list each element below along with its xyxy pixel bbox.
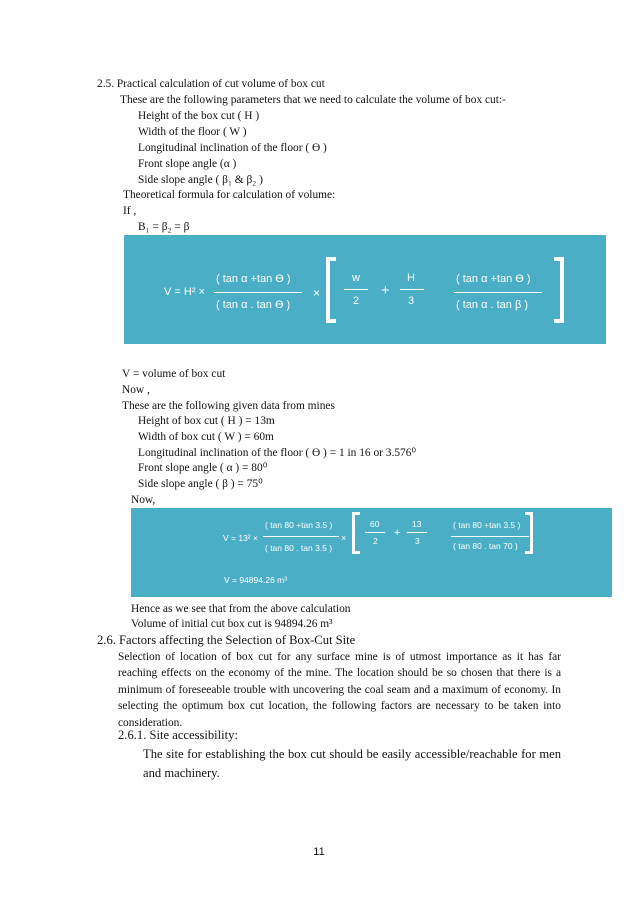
fraction-bar (451, 536, 529, 537)
formula-box-general (124, 235, 606, 344)
right-bracket (554, 257, 564, 323)
page-number: 11 (313, 846, 325, 858)
sixty-term: 60 (370, 519, 380, 529)
formula-denominator: ( tan α . tan β ) (456, 299, 528, 311)
section-2-5-heading: 2.5. Practical calculation of cut volume of box cut (97, 78, 325, 90)
beta-equation: B₁ = β₂ = β (138, 221, 190, 233)
three-term: 3 (415, 536, 420, 546)
given-item: Longitudinal inclination of the floor ( Ө ) = 1 in 16 or 3.576⁰ (138, 447, 416, 459)
now-label: Now, (131, 494, 156, 506)
v-definition: V = volume of box cut (122, 368, 226, 380)
fraction-bar (344, 289, 368, 290)
formula-numerator: ( tan 80 +tan 3.5 ) (265, 520, 333, 530)
given-item: Side slope angle ( β ) = 75⁰ (138, 478, 263, 490)
times-sign: × (341, 533, 347, 543)
fraction-bar (454, 292, 542, 293)
left-bracket (326, 257, 336, 323)
param-item: Height of the box cut ( H ) (138, 110, 260, 122)
formula-v-term: V = H² × (164, 286, 205, 298)
now-label: Now , (122, 384, 150, 396)
plus-sign: + (381, 282, 390, 299)
param-item: Longitudinal inclination of the floor ( Ө ) (138, 142, 327, 154)
given-item: Height of box cut ( H ) = 13m (138, 415, 275, 427)
fraction-bar (400, 289, 424, 290)
formula-denominator: ( tan α . tan Ө ) (216, 299, 291, 311)
conclusion-volume: Volume of initial cut box cut is 94894.26 m³ (131, 618, 333, 630)
formula-denominator: ( tan 80 . tan 70 ) (453, 541, 518, 551)
fraction-bar (365, 532, 385, 533)
formula-result: V = 94894.26 m³ (224, 575, 288, 585)
given-intro: These are the following given data from mines (122, 400, 335, 412)
h-term: H (407, 272, 415, 284)
section-2-6-heading: 2.6. Factors affecting the Selection of Box-Cut Site (97, 633, 356, 647)
section-2-6-1-paragraph: The site for establishing the box cut should be easily accessible/reachable for men and machinery. (143, 747, 561, 780)
formula-v-term: V = 13² × (223, 533, 258, 543)
formula-numerator: ( tan α +tan Ө ) (456, 273, 531, 285)
right-bracket (525, 512, 533, 554)
param-item: Width of the floor ( W ) (138, 126, 247, 138)
plus-sign: + (394, 527, 401, 539)
section-2-6-paragraph: Selection of location of box cut for any surface mine is of utmost importance as it has far reaching effects on the economy of the mine. The location should be so chosen that there is a minimum of foreseeable trouble with uncovering the coal seam and a maximum of economy. In selecting the optimum box cut location, the following factors are necessary to be taken into consideration. (118, 651, 561, 729)
conclusion-line: Hence as we see that from the above calculation (131, 603, 351, 615)
formula-denominator: ( tan 80 . tan 3.5 ) (265, 543, 333, 553)
two-term: 2 (353, 295, 360, 307)
theory-label: Theoretical formula for calculation of volume: (123, 189, 336, 201)
formula-numerator: ( tan 80 +tan 3.5 ) (453, 520, 521, 530)
w-term: w (352, 272, 360, 284)
formula-numerator: ( tan α +tan Ө ) (216, 273, 291, 285)
thirteen-term: 13 (412, 519, 422, 529)
fraction-bar (214, 292, 302, 293)
three-term: 3 (408, 295, 415, 307)
param-item: Front slope angle (α ) (138, 158, 237, 170)
fraction-bar (263, 536, 339, 537)
params-intro: These are the following parameters that we need to calculate the volume of box cut:- (120, 94, 506, 106)
given-item: Width of box cut ( W ) = 60m (138, 431, 274, 443)
given-item: Front slope angle ( α ) = 80⁰ (138, 462, 268, 474)
times-sign: × (313, 286, 321, 300)
two-term: 2 (373, 536, 378, 546)
left-bracket (352, 512, 360, 554)
section-2-6-1-heading: 2.6.1. Site accessibility: (118, 728, 238, 742)
formula-box-calculation (131, 508, 612, 597)
fraction-bar (407, 532, 427, 533)
if-label: If , (123, 205, 137, 217)
param-item: Side slope angle ( β₁ & β₂ ) (138, 174, 263, 186)
